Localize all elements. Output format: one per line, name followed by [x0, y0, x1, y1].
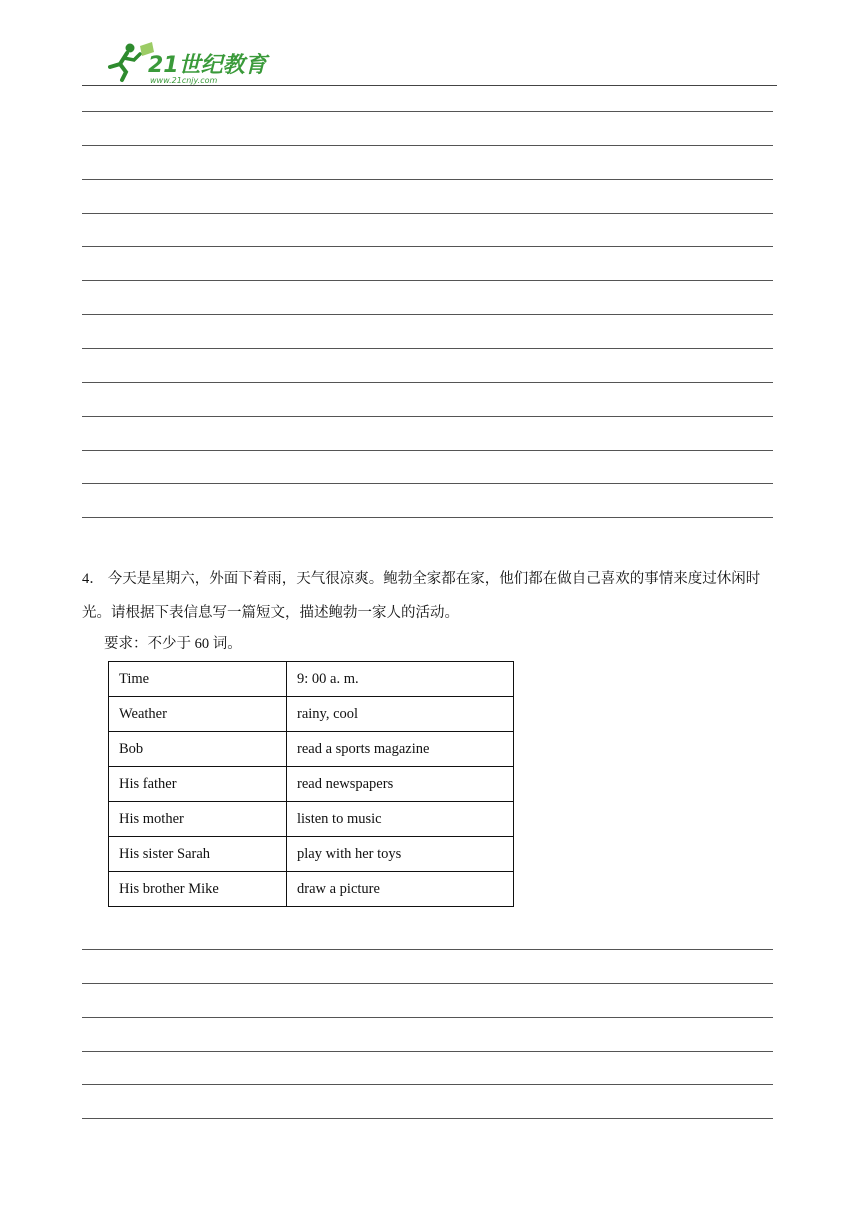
- writing-line: [82, 382, 773, 383]
- table-row: [109, 697, 514, 732]
- table-row: [109, 767, 514, 802]
- writing-line: [82, 314, 773, 315]
- writing-line: [82, 949, 773, 950]
- row-value: listen to music: [287, 802, 514, 837]
- row-value: play with her toys: [287, 837, 514, 872]
- writing-line: [82, 348, 773, 349]
- table-row: [109, 732, 514, 767]
- writing-line: [82, 111, 773, 112]
- row-label: Bob: [109, 732, 287, 767]
- writing-line: [82, 1118, 773, 1119]
- writing-line: [82, 280, 773, 281]
- writing-line: [82, 179, 773, 180]
- table-row: [109, 837, 514, 872]
- row-label: Time: [109, 662, 287, 697]
- header-rule: [82, 85, 777, 86]
- row-value: read newspapers: [287, 767, 514, 802]
- table-row: [109, 872, 514, 907]
- writing-line: [82, 450, 773, 451]
- row-label: Weather: [109, 697, 287, 732]
- table-row: [109, 662, 514, 697]
- writing-line: [82, 1051, 773, 1052]
- row-value: draw a picture: [287, 872, 514, 907]
- info-table: [108, 661, 514, 907]
- writing-line: [82, 246, 773, 247]
- writing-line: [82, 213, 773, 214]
- row-value: rainy, cool: [287, 697, 514, 732]
- runner-logo-icon: [100, 40, 280, 86]
- writing-line: [82, 1017, 773, 1018]
- row-label: His mother: [109, 802, 287, 837]
- question-prompt: [82, 562, 777, 630]
- writing-line: [82, 983, 773, 984]
- writing-line: [82, 517, 773, 518]
- row-value: read a sports magazine: [287, 732, 514, 767]
- svg-text:21世纪教育: 21世纪教育: [148, 53, 267, 78]
- question-number: 4．: [82, 571, 104, 587]
- table-row: [109, 802, 514, 837]
- writing-line: [82, 416, 773, 417]
- writing-line: [82, 483, 773, 484]
- row-value: 9: 00 a. m.: [287, 662, 514, 697]
- svg-text:www.21cnjy.com: www.21cnjy.com: [150, 76, 218, 85]
- logo: [100, 40, 280, 86]
- row-label: His brother Mike: [109, 872, 287, 907]
- writing-line: [82, 145, 773, 146]
- writing-line: [82, 1084, 773, 1085]
- row-label: His sister Sarah: [109, 837, 287, 872]
- requirement-text: 要求：不少于 60 词。: [104, 636, 242, 652]
- question-text: 今天是星期六，外面下着雨，天气很凉爽。鲍勃全家都在家，他们都在做自己喜欢的事情来度过休闲时光。请根据下表信息写一篇短文，描述鲍勃一家人的活动。: [82, 571, 761, 621]
- row-label: His father: [109, 767, 287, 802]
